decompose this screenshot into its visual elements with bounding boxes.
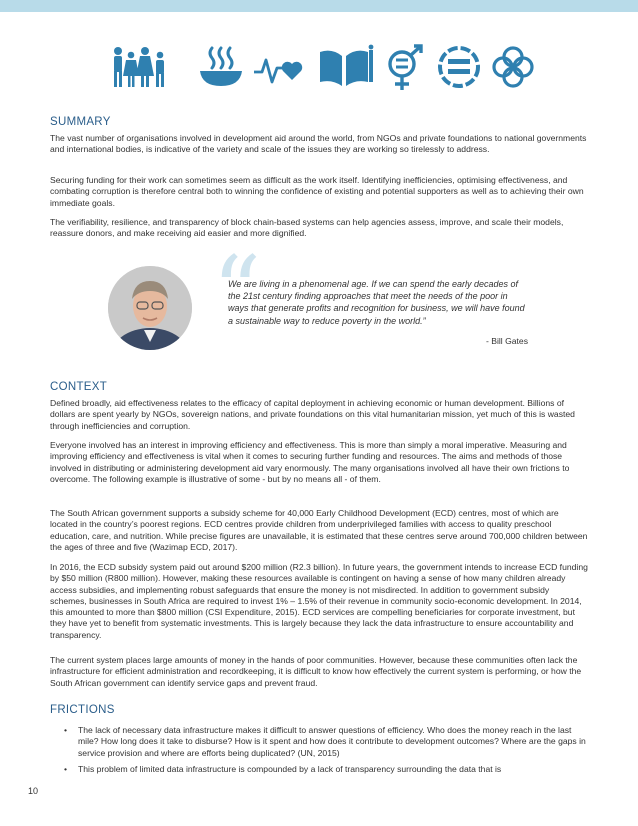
quote-text: We are living in a phenomenal age. If we can spend the early decades of the 21st century finding approaches that meet the needs of the poor in ways that generate profits and recognition for business, we will have found a sustainable way to reduce poverty in the world.” — [228, 279, 525, 326]
summary-paragraph-3: The verifiability, resilience, and transparency of block chain-based systems can help agencies assess, improve, and scale their models, reassure donors, and make receiving aid easier and more dignified. — [50, 217, 564, 239]
book-icon — [318, 44, 374, 90]
flower-circles-icon — [490, 44, 536, 90]
list-item: • The lack of necessary data infrastructure makes it difficult to answer questions of efficiency. Who does the money reach in the last mile? How long does it take to disburse? How is it spent and how does it contribute to development outcomes? Where are the gaps in service provision and where are efforts being duplicated? (UN, 2015) — [62, 725, 592, 759]
context-heading: CONTEXT — [50, 381, 108, 393]
summary-heading: SUMMARY — [50, 116, 111, 128]
gender-equality-icon — [382, 44, 428, 94]
quote-mark-icon: “ — [212, 236, 262, 348]
equal-sign-icon — [436, 44, 482, 90]
speaker-portrait — [108, 266, 192, 350]
summary-paragraph-2: Securing funding for their work can sometimes seem as difficult as the work itself. Identifying inefficiencies, optimising effectiveness, and combating corruption is therefore central both to winning the confidence of existing and potential supporters as well as to achieving their own immediate goals. — [50, 175, 584, 208]
sdg-icon-row — [110, 44, 530, 94]
quote-author: - Bill Gates — [485, 336, 528, 346]
summary-paragraph-1: The vast number of organisations involved in development aid around the world, from NGOs and private foundations to national governments and international bodies, is indicative of the variety and scale of the issues they are working so tirelessly to address. — [50, 133, 587, 155]
context-paragraph-5: The current system places large amounts of money in the hands of poor communities. However, because these communities often lack the infrastructure for efficient administration and recordkeeping, it is difficult to know how effectively the current system is performing, or how the South African government can identify service gaps and prevent fraud. — [50, 655, 582, 688]
pull-quote — [108, 236, 548, 368]
context-paragraph-4: In 2016, the ECD subsidy system paid out around $200 million (R2.3 billion). In future years, the government intends to increase ECD funding by $50 million (R800 million). However, making these resources available is contingent on having a sense of how many children already access subsidies, and implementing robust safeguards that ensure the money is not misdirected. In addition to government subsidy schemes, businesses in South Africa are required to invest 1% – 1.5% of their revenue in community socio-economic development. In 2014, this amounted to more than $800 million (CSI Expenditure, 2015). ECD services are compelling beneficiaries for corporate investment, but they have yet to benefit from systematic investments. This is largely because they lack the data infrastructure to ensure accountability and transparency. — [50, 562, 588, 640]
context-paragraph-3: The South African government supports a subsidy scheme for 40,000 Early Childhood Development (ECD) centres, most of which are located in the country’s poorest regions. ECD centres provide children from underprivileged families with access to quality preschool education, care, and nutrition. While precise figures are unavailable, it is estimated that these centres serve around 700,000 children between the ages of three and five (Wazimap ECD, 2017). — [50, 508, 588, 552]
context-paragraph-2: Everyone involved has an interest in improving efficiency and effectiveness. This is more than simply a moral imperative. Measuring and improving efficiency and effectiveness is vital when it comes to securing further funding and resources. The aims and methods of those involved in distributing or administering development aid vary enormously. The many organisations involved all have their own frictions to overcome. The following example is illustrative of some - but by no means all - of them. — [50, 440, 570, 484]
list-item: • This problem of limited data infrastructure is compounded by a lack of transparency surrounding the data that is — [62, 764, 592, 775]
top-color-band — [0, 0, 638, 12]
frictions-heading: FRICTIONS — [50, 704, 115, 716]
soup-bowl-icon — [198, 44, 244, 90]
family-icon — [110, 44, 172, 90]
frictions-list — [62, 725, 592, 780]
heartbeat-icon — [252, 44, 306, 90]
page-number: 10 — [28, 786, 39, 796]
context-paragraph-1: Defined broadly, aid effectiveness relates to the efficacy of capital deployment in achieving economic or human development. Billions of dollars are spent yearly by NGOs, sovereign nations, and private foundations on this vital humanitarian mission, yet much of this is wasted through inefficiencies and corruption. — [50, 398, 575, 431]
